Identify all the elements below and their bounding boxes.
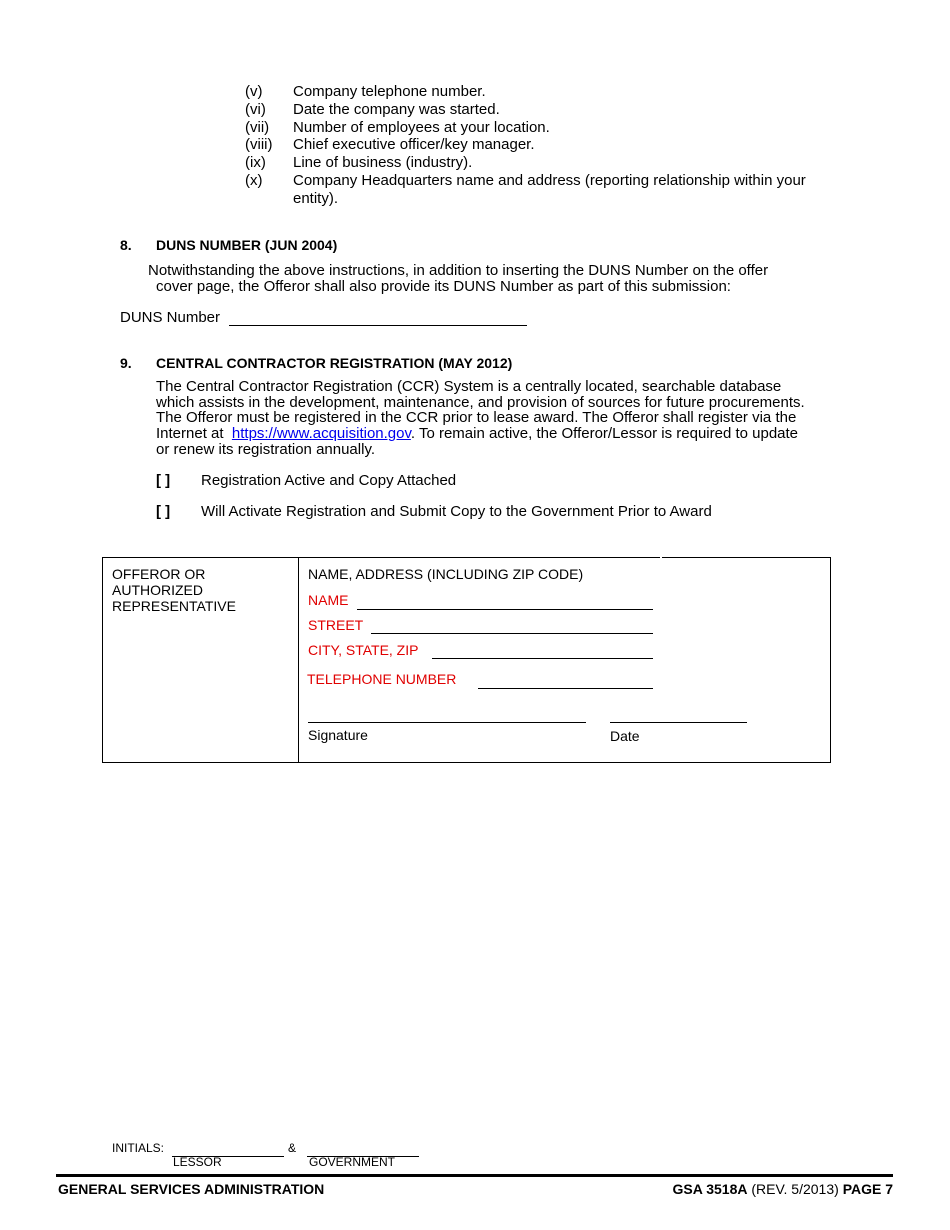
list-item-num: (x) <box>245 172 263 189</box>
footer-form-info <box>673 1181 894 1197</box>
paragraph-line: The Central Contractor Registration (CCR) System is a centrally located, searchable database <box>156 378 782 395</box>
section-8-text: Notwithstanding the above instructions, in addition to inserting the DUNS Number on the offer <box>148 262 769 279</box>
telephone-label: TELEPHONE NUMBER <box>307 671 457 687</box>
section-9-title: CENTRAL CONTRACTOR REGISTRATION (MAY 2012) <box>156 355 513 371</box>
offeror-label: REPRESENTATIVE <box>112 598 236 614</box>
list-item-num: (v) <box>245 83 263 100</box>
list-item-text: Number of employees at your location. <box>293 119 550 136</box>
footer-rule <box>56 1174 893 1177</box>
footer-revision: (REV. 5/2013) <box>751 1181 839 1197</box>
box-bottom-gap <box>660 761 662 762</box>
signature-input-line[interactable] <box>308 722 586 723</box>
list-item-text: Company Headquarters name and address (reporting relationship within your <box>293 172 806 189</box>
list-item-num: (vii) <box>245 119 270 136</box>
footer-form-number: GSA 3518A <box>672 1181 748 1197</box>
list-item-text: Line of business (industry). <box>293 154 473 171</box>
section-8-number: 8. <box>120 237 132 253</box>
footer-page-number: PAGE 7 <box>842 1181 893 1197</box>
checkbox-registration-active[interactable]: [ ] <box>156 472 171 489</box>
list-item-text: Date the company was started. <box>293 101 500 118</box>
list-item-num: (ix) <box>245 154 266 171</box>
government-label: GOVERNMENT <box>309 1155 396 1169</box>
offeror-label: AUTHORIZED <box>112 582 203 598</box>
date-label: Date <box>610 728 640 744</box>
initials-ampersand: & <box>288 1141 297 1155</box>
paragraph-line: or renew its registration annually. <box>156 440 375 458</box>
acquisition-link[interactable]: https://www.acquisition.gov <box>231 425 411 443</box>
signature-label: Signature <box>308 727 368 743</box>
offeror-label: OFFEROR OR <box>112 566 206 582</box>
street-label: STREET <box>308 617 364 633</box>
section-9-number: 9. <box>120 355 132 371</box>
name-label: NAME <box>308 592 349 608</box>
section-9-paragraph <box>156 379 846 458</box>
footer-agency: GENERAL SERVICES ADMINISTRATION <box>58 1181 325 1197</box>
section-8-text: cover page, the Offeror shall also provide its DUNS Number as part of this submission: <box>156 278 731 295</box>
list-item-text-cont: entity). <box>293 190 339 207</box>
option-registration-active: Registration Active and Copy Attached <box>201 472 457 489</box>
option-will-activate: Will Activate Registration and Submit Copy to the Government Prior to Award <box>201 503 712 520</box>
signature-box-divider <box>298 557 299 762</box>
city-state-zip-label: CITY, STATE, ZIP <box>308 642 419 658</box>
city-state-zip-input-line[interactable] <box>432 658 653 659</box>
address-header: NAME, ADDRESS (INCLUDING ZIP CODE) <box>308 566 584 582</box>
date-input-line[interactable] <box>610 722 747 723</box>
street-input-line[interactable] <box>371 633 653 634</box>
initials-label: INITIALS: <box>112 1141 165 1155</box>
lessor-label: LESSOR <box>173 1155 222 1169</box>
name-input-line[interactable] <box>357 609 653 610</box>
duns-label: DUNS Number <box>120 309 221 326</box>
paragraph-line: The Offeror must be registered in the CCR prior to lease award. The Offeror shall register via the <box>156 409 797 427</box>
checkbox-will-activate[interactable]: [ ] <box>156 503 171 520</box>
signature-box <box>102 557 831 763</box>
duns-input-line[interactable] <box>229 325 527 326</box>
telephone-input-line[interactable] <box>478 688 653 689</box>
section-8-title: DUNS NUMBER (JUN 2004) <box>156 237 338 253</box>
list-item-num: (vi) <box>245 101 266 118</box>
box-top-gap <box>660 557 662 558</box>
list-item-num: (viii) <box>245 136 273 153</box>
paragraph-text: . To remain active, the Offeror/Lessor is required to update <box>410 425 799 443</box>
list-item-text: Chief executive officer/key manager. <box>293 136 535 153</box>
paragraph-line: which assists in the development, maintenance, and provision of sources for future procurements. <box>156 393 805 411</box>
paragraph-line <box>156 426 846 442</box>
list-item-text: Company telephone number. <box>293 83 486 100</box>
paragraph-text: Internet at <box>156 425 224 443</box>
